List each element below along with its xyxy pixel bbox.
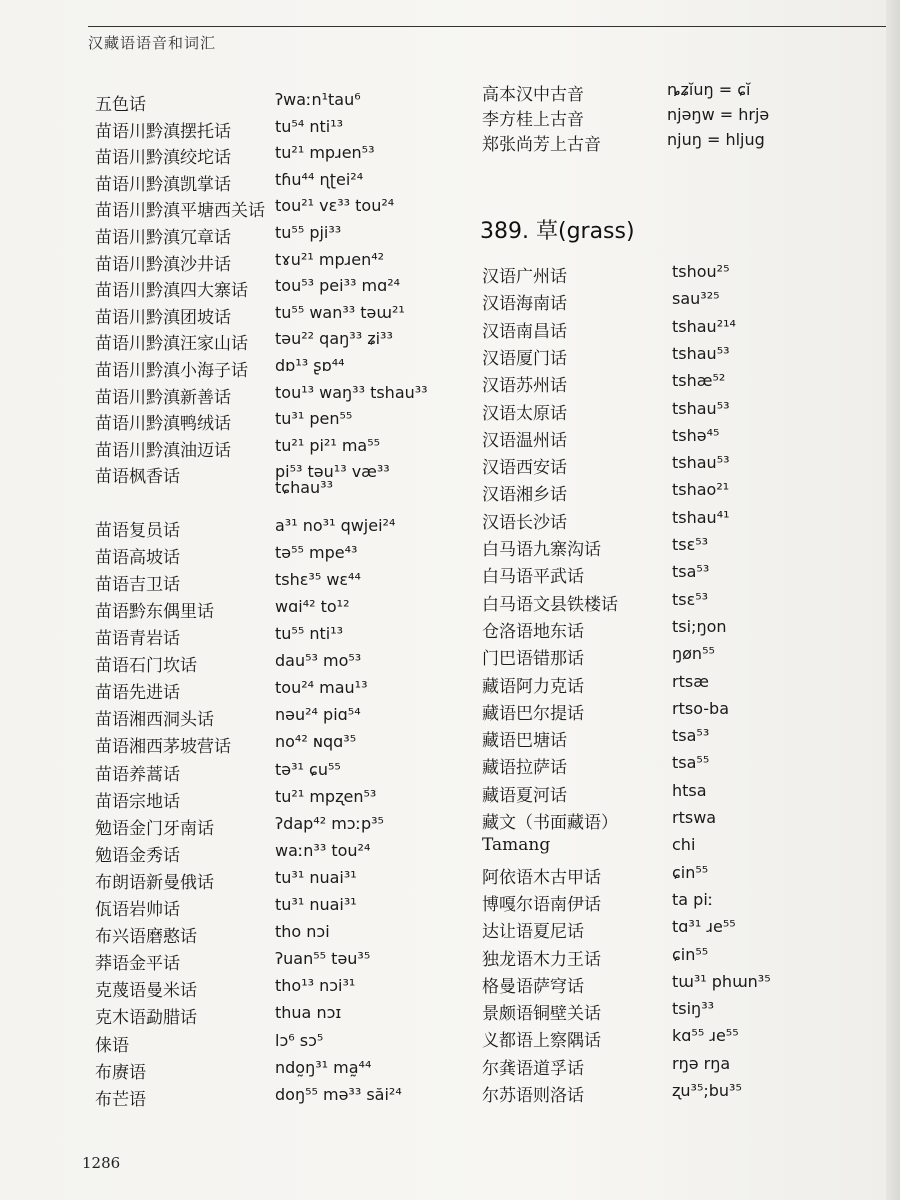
- entry-label: 汉语苏州话: [482, 376, 567, 397]
- entry-form: tu²¹ pi²¹ ma⁵⁵: [275, 435, 381, 455]
- entry-label: 苗语先进话: [95, 683, 180, 704]
- entry-label: 布芒语: [95, 1089, 146, 1110]
- entry-label: Tamang: [482, 835, 551, 856]
- entry-label: 莽语金平话: [95, 954, 180, 975]
- entry-form: ndo̰ŋ³¹ ma̰⁴⁴: [275, 1057, 372, 1077]
- entry-label: 汉语西安话: [482, 458, 567, 479]
- entry-label: 博嘎尔语南伊话: [482, 894, 601, 915]
- entry-form: tɯ³¹ phɯn³⁵: [672, 971, 771, 991]
- entry-label: 苗语川黔滇沙井话: [95, 254, 231, 275]
- entry-label: 苗语川黔滇冗章话: [95, 228, 231, 248]
- entry-label: 苗语吉卫话: [95, 574, 180, 595]
- entry-form: tshou²⁵: [672, 262, 730, 281]
- entry-form: sau³²⁵: [672, 289, 720, 309]
- entry-form: doŋ⁵⁵ mə³³ săi²⁴: [275, 1084, 402, 1104]
- reading-label: 郑张尚芳上古音: [482, 135, 601, 155]
- entry-form: tshau²¹⁴: [672, 316, 736, 336]
- entry-form: tə³¹ ɕu⁵⁵: [275, 759, 341, 779]
- entry-label: 汉语湘乡话: [482, 485, 567, 506]
- entry-label: 白马语九寨沟话: [482, 540, 601, 560]
- entry-label: 汉语厦门话: [482, 348, 567, 369]
- entry-label: 克蔑语曼米话: [95, 981, 197, 1002]
- entry-label: 藏文（书面藏语）: [482, 813, 618, 833]
- entry-label: 苗语高坡话: [95, 547, 180, 568]
- entry-label: 苗语枫香话: [95, 467, 180, 488]
- entry-form: tshau⁵³: [672, 343, 730, 363]
- reading-label: 高本汉中古音: [482, 85, 584, 105]
- entry-form: tho nɔi: [275, 922, 330, 942]
- entry-form: ʐu³⁵;bu³⁵: [672, 1081, 742, 1100]
- entry-label: 俫语: [95, 1035, 129, 1056]
- entry-form: tsa⁵³: [672, 726, 710, 746]
- entry-form: ɕin⁵⁵: [672, 862, 709, 882]
- entry-label: 苗语川黔滇鸭绒话: [95, 414, 231, 435]
- entry-label: 义都语上察隅话: [482, 1031, 601, 1052]
- header-rule: [88, 26, 900, 27]
- entry-label: 汉语长沙话: [482, 512, 567, 533]
- reading-form: njəŋw = hrjə: [667, 105, 770, 124]
- entry-label: 汉语太原话: [482, 403, 567, 424]
- entry-form: tu³¹ pen⁵⁵: [275, 409, 353, 429]
- entry-label: 汉语海南话: [482, 294, 567, 315]
- entry-form: tɑ³¹ ɹe⁵⁵: [672, 917, 736, 937]
- entry-form: tshɛ³⁵ wɛ⁴⁴: [275, 569, 361, 589]
- entry-form: rtswa: [672, 808, 717, 827]
- entry-form: kɑ⁵⁵ ɹe⁵⁵: [672, 1026, 739, 1046]
- entry-form: tshau⁵³: [672, 398, 730, 418]
- entry-form: no⁴² ɴqɑ³⁵: [275, 732, 357, 752]
- entry-label: 达让语夏尼话: [482, 922, 584, 943]
- entry-form: ʔwaːn¹tau⁶: [275, 90, 361, 109]
- entry-form: ɕin⁵⁵: [672, 944, 709, 964]
- section-title-text: 草(grass): [535, 219, 635, 244]
- entry-label: 苗语湘西洞头话: [95, 710, 214, 731]
- entry-form: tu²¹ mpʐen⁵³: [275, 786, 377, 806]
- entry-form: tɤu²¹ mpɹen⁴²: [275, 249, 385, 269]
- entry-form: pi⁵³ təu¹³ væ³³: [275, 462, 390, 482]
- entry-form: tu²¹ mpɹen⁵³: [275, 143, 375, 163]
- entry-form: rtsæ: [672, 671, 709, 691]
- entry-form: tou²¹ vɛ³³ tou²⁴: [275, 196, 395, 216]
- entry-form: tshau⁴¹: [672, 507, 730, 527]
- entry-form: tou²⁴ mau¹³: [275, 678, 368, 698]
- entry-label: 苗语川黔滇摆托话: [95, 121, 231, 142]
- entry-form: tu⁵⁵ nti¹³: [275, 624, 344, 643]
- entry-label: 佤语岩帅话: [95, 900, 180, 920]
- entry-form: ŋøn⁵⁵: [672, 644, 715, 664]
- entry-form: tu³¹ nuai³¹: [275, 895, 357, 914]
- entry-form: tshao²¹: [672, 480, 730, 500]
- entry-form: təu²² qaŋ³³ ʑi³³: [275, 329, 393, 349]
- entry-form: chi: [672, 835, 696, 855]
- entry-form: nəu²⁴ piɑ⁵⁴: [275, 705, 361, 725]
- entry-form: tə⁵⁵ mpe⁴³: [275, 542, 358, 562]
- entry-label: 苗语川黔滇四大寨话: [95, 281, 248, 302]
- entry-label: 藏语阿力克话: [482, 676, 584, 697]
- entry-label: 尔苏语则洛话: [482, 1086, 584, 1106]
- entry-form: tɦu⁴⁴ ɳʈei²⁴: [275, 169, 364, 189]
- entry-label: 白马语平武话: [482, 567, 584, 588]
- reading-label: 李方桂上古音: [482, 110, 584, 130]
- entry-label: 格曼语萨穹话: [482, 976, 584, 997]
- section-heading: [480, 214, 635, 245]
- entry-label: 藏语巴塘话: [482, 731, 567, 752]
- entry-label: 苗语黔东偶里话: [95, 601, 214, 622]
- entry-form: tshæ⁵²: [672, 371, 726, 391]
- entry-form: wɑi⁴² to¹²: [275, 596, 350, 616]
- reading-form: ȵʑĭuŋ = ɕĭ: [667, 80, 751, 99]
- entry-label: 苗语养蒿话: [95, 764, 180, 785]
- entry-label: 仓洛语地东话: [482, 621, 584, 642]
- entry-label: 白马语文县铁楼话: [482, 594, 618, 615]
- entry-label: 克木语勐腊话: [95, 1008, 197, 1029]
- page-edge: [886, 0, 900, 1200]
- entry-form: a³¹ no³¹ qwjei²⁴: [275, 515, 396, 535]
- entry-form: tsɛ⁵³: [672, 535, 709, 554]
- entry-form: htsa: [672, 780, 707, 800]
- entry-label: 布朗语新曼俄话: [95, 872, 214, 893]
- entry-form: dɒ¹³ ʂɒ⁴⁴: [275, 356, 345, 375]
- entry-label: 汉语广州话: [482, 267, 567, 287]
- entry-label: 苗语川黔滇油迈话: [95, 440, 231, 461]
- entry-label: 布赓语: [95, 1062, 146, 1083]
- entry-form: rtso-ba: [672, 698, 730, 718]
- entry-form: tsi;ŋon: [672, 616, 727, 636]
- entry-label: 苗语石门坎话: [95, 656, 197, 677]
- entry-label: 藏语巴尔提话: [482, 703, 584, 724]
- section-number: 389.: [480, 219, 529, 244]
- entry-label: 苗语川黔滇汪家山话: [95, 334, 248, 355]
- entry-label: 苗语湘西茅坡营话: [95, 737, 231, 758]
- entry-form: tu⁵⁴ nti¹³: [275, 116, 344, 136]
- entry-label: 藏语夏河话: [482, 785, 567, 806]
- entry-form: tou⁵³ pei³³ mɑ²⁴: [275, 276, 401, 296]
- entry-label: 布兴语磨憨话: [95, 927, 197, 948]
- entry-label: 苗语川黔滇绞坨话: [95, 148, 231, 169]
- entry-label: 汉语温州话: [482, 430, 567, 451]
- entry-form: tshau⁵³: [672, 453, 730, 473]
- entry-label: 苗语川黔滇团坡话: [95, 307, 231, 328]
- entry-form: waːn³³ tou²⁴: [275, 840, 371, 860]
- entry-form: tu⁵⁵ wan³³ təɯ²¹: [275, 302, 405, 322]
- entry-label: 阿依语木古甲话: [482, 867, 601, 888]
- entry-label: 门巴语错那话: [482, 649, 584, 670]
- entry-label: 苗语青岩话: [95, 629, 180, 649]
- entry-form: tu⁵⁵ pji³³: [275, 223, 342, 242]
- entry-label: 勉语金秀话: [95, 845, 180, 866]
- entry-form: tsɛ⁵³: [672, 589, 709, 609]
- entry-label: 勉语金门牙南话: [95, 818, 214, 839]
- running-header: 汉藏语语音和词汇: [88, 34, 217, 52]
- entry-form: rŋə rŋa: [672, 1053, 731, 1073]
- entry-form: ʔdap⁴² mɔːp³⁵: [275, 813, 384, 833]
- entry-form: thua nɔɪ: [275, 1003, 342, 1023]
- entry-form: ta piː: [672, 889, 714, 909]
- entry-label: 汉语南昌话: [482, 321, 567, 342]
- entry-label: 苗语川黔滇小海子话: [95, 361, 248, 381]
- entry-form: tho¹³ nɔi³¹: [275, 976, 356, 996]
- reading-form: njuŋ = hljug: [667, 130, 765, 149]
- entry-form: ʔuan⁵⁵ təu³⁵: [275, 949, 371, 969]
- entry-form: dau⁵³ mo⁵³: [275, 651, 362, 671]
- entry-form: tou¹³ waŋ³³ tshau³³: [275, 382, 428, 402]
- entry-label: 藏语拉萨话: [482, 758, 567, 779]
- entry-form: tu³¹ nuai³¹: [275, 867, 357, 887]
- entry-label: 尔龚语道孚话: [482, 1058, 584, 1079]
- entry-form: lɔ⁶ sɔ⁵: [275, 1030, 324, 1050]
- entry-label: 景颇语铜壁关话: [482, 1004, 601, 1025]
- page-number: 1286: [82, 1154, 121, 1172]
- entry-label: 苗语川黔滇凯掌话: [95, 174, 231, 195]
- form-continuation: tɕhau³³: [275, 478, 333, 497]
- entry-label: 苗语川黔滇平塘西关话: [95, 201, 265, 222]
- entry-form: tshə⁴⁵: [672, 425, 720, 445]
- entry-form: tsa⁵⁵: [672, 753, 710, 773]
- entry-label: 苗语宗地话: [95, 791, 180, 812]
- entry-form: tsiŋ³³: [672, 999, 715, 1019]
- entry-label: 独龙语木力王话: [482, 949, 601, 970]
- entry-label: 五色话: [95, 95, 146, 115]
- entry-label: 苗语复员话: [95, 520, 180, 541]
- entry-form: tsa⁵³: [672, 562, 710, 582]
- entry-label: 苗语川黔滇新善话: [95, 387, 231, 408]
